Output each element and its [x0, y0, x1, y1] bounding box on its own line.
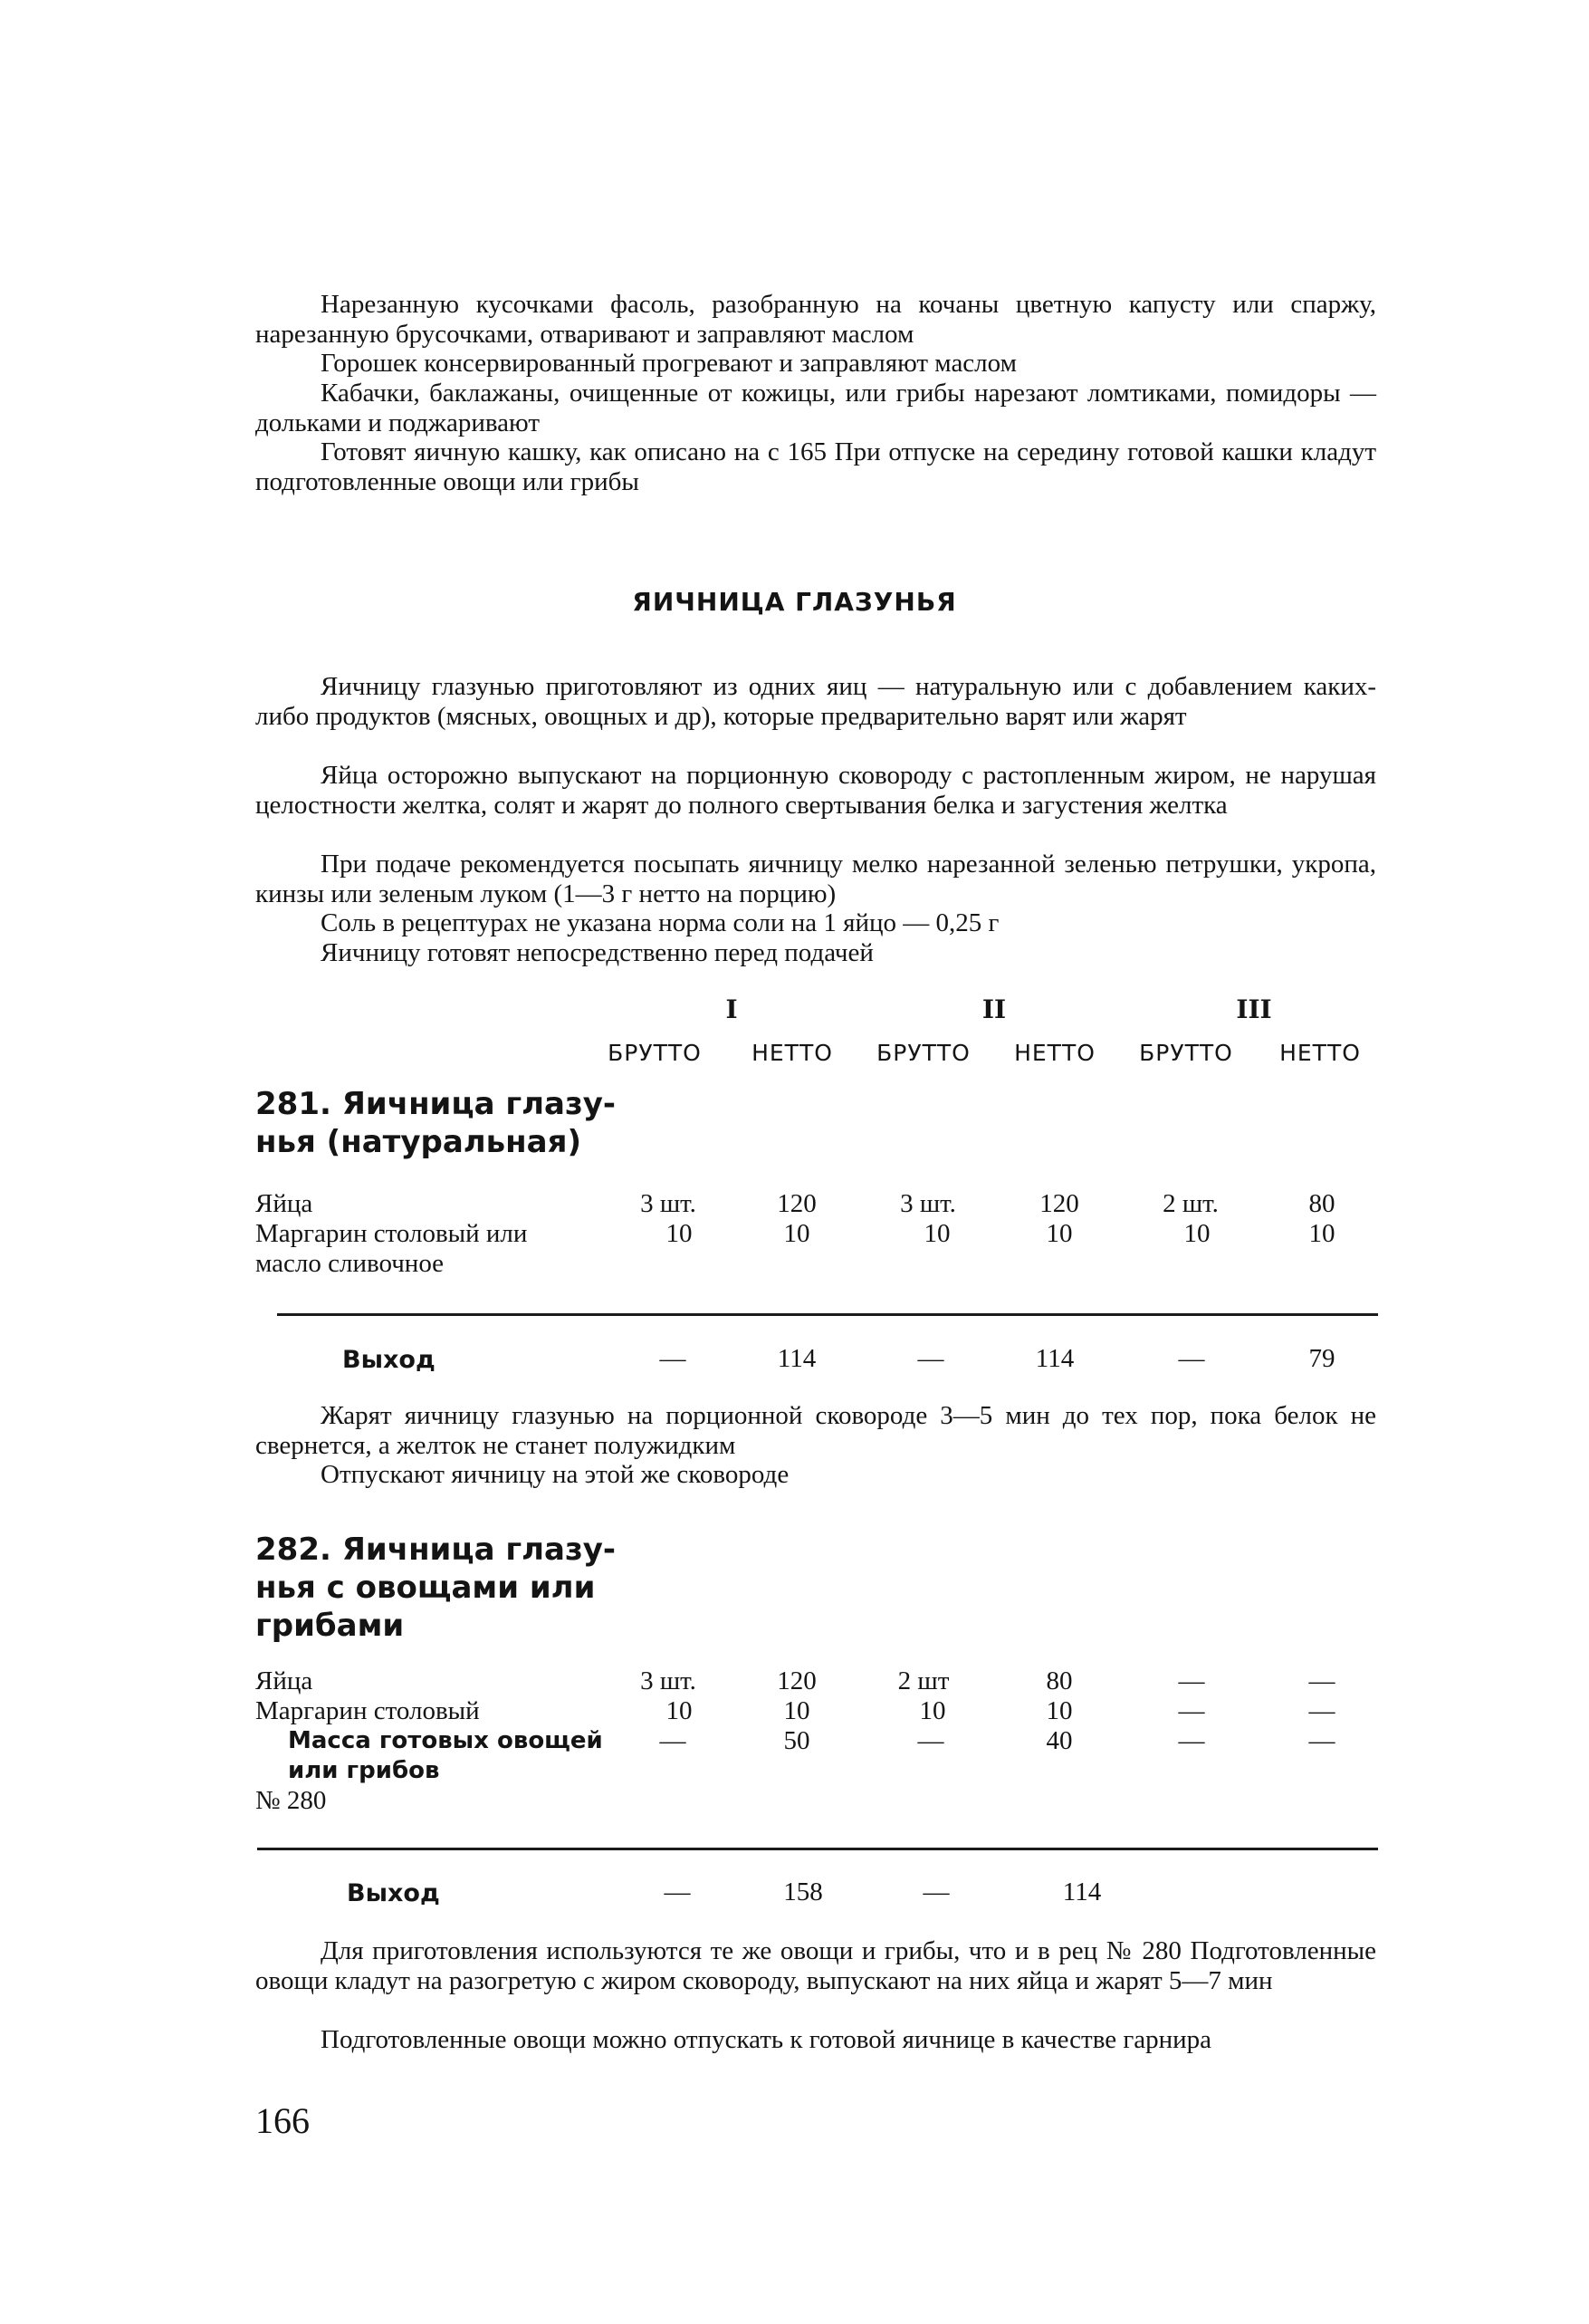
table-cell: 114 [1035, 1344, 1075, 1373]
section-paragraph-1: Яичницу глазунью приготовляют из одних яиц — натуральную или с добавлением каких-либо продуктов (мясных, овощных и др), которые предварительно варят или жарят [255, 672, 1376, 731]
ingredient-eggs: Яйца [255, 1666, 313, 1695]
table-cell: — [1178, 1344, 1205, 1373]
ingredient-cooked-vegetables: Масса готовых овощей [288, 1727, 603, 1754]
table-cell: — [917, 1726, 944, 1755]
table-cell: — [917, 1344, 944, 1373]
table-cell: 10 [1308, 1219, 1335, 1248]
recipe-282-title: 282. Яичница глазу- нья с овощами или грибами [255, 1532, 617, 1644]
table-cell: 2 шт [897, 1666, 950, 1695]
table-cell: 80 [1046, 1666, 1073, 1695]
table-divider [257, 1848, 1378, 1850]
ingredient-cooked-vegetables-ref: № 280 [255, 1786, 327, 1815]
ingredient-eggs: Яйца [255, 1189, 313, 1218]
table-cell: 10 [783, 1696, 810, 1725]
table-cell: 114 [777, 1344, 817, 1373]
column-header-brutto-1: БРУТТО [608, 1040, 702, 1066]
table-cell: — [659, 1726, 686, 1755]
table-cell: — [1308, 1726, 1335, 1755]
recipe-281-text-2: Отпускают яичницу на этой же сковороде [321, 1460, 790, 1489]
section-title: ЯИЧНИЦА ГЛАЗУНЬЯ [632, 587, 957, 617]
recipe-281-text-1: Жарят яичницу глазунью на порционной сковороде 3—5 мин до тех пор, пока белок не свернется, а желток не станет полужидким [255, 1401, 1376, 1460]
intro-paragraph-1: Нарезанную кусочками фасоль, разобранную на кочаны цветную капусту или спаржу, нарезанную брусочками, отваривают и заправляют маслом [255, 290, 1376, 349]
table-cell: 10 [665, 1219, 693, 1248]
recipe-281-title: 281. Яичница глазу- нья (натуральная) [255, 1086, 617, 1160]
column-header-netto-1: НЕТТО [751, 1040, 833, 1066]
table-cell: 10 [1183, 1219, 1211, 1248]
table-cell: 10 [924, 1219, 951, 1248]
table-cell: — [659, 1344, 686, 1373]
ingredient-margarine-line2: масло сливочное [255, 1249, 445, 1278]
table-cell: 10 [919, 1696, 946, 1725]
table-cell: 114 [1062, 1877, 1102, 1906]
column-header-netto-2: НЕТТО [1014, 1040, 1096, 1066]
ingredient-margarine: Маргарин столовый или [255, 1219, 528, 1248]
table-cell: 3 шт. [640, 1189, 696, 1218]
section-paragraph-4: Соль в рецептурах не указана норма соли на 1 яйцо — 0,25 г [321, 908, 1000, 937]
intro-paragraph-4: Готовят яичную кашку, как описано на с 165 При отпуске на середину готовой кашки кладут подготовленные овощи или грибы [255, 437, 1376, 496]
table-cell: 120 [777, 1666, 817, 1695]
table-divider [277, 1313, 1378, 1316]
yield-label: Выход [342, 1346, 436, 1374]
table-cell: — [664, 1877, 691, 1906]
yield-label: Выход [347, 1879, 440, 1907]
column-header-brutto-2: БРУТТО [876, 1040, 971, 1066]
table-cell: — [1308, 1666, 1335, 1695]
group-header-iii: III [1236, 994, 1272, 1024]
recipe-282-text-1: Для приготовления используются те же овощи и грибы, что и в рец № 280 Подготовленные овощи кладут на разогретую с жиром сковороду, выпускают на них яйца и жарят 5—7 мин [255, 1936, 1376, 1995]
group-header-ii: II [981, 994, 1007, 1024]
section-paragraph-5: Яичницу готовят непосредственно перед подачей [321, 938, 874, 967]
table-cell: 10 [783, 1219, 810, 1248]
table-cell: — [923, 1877, 950, 1906]
ingredient-margarine: Маргарин столовый [255, 1696, 480, 1725]
table-cell: 158 [783, 1877, 823, 1906]
table-cell: 3 шт. [900, 1189, 956, 1218]
table-cell: 120 [1039, 1189, 1079, 1218]
table-cell: 10 [1046, 1219, 1073, 1248]
table-cell: — [1178, 1726, 1205, 1755]
group-header-i: I [725, 994, 738, 1024]
table-cell: 80 [1308, 1189, 1335, 1218]
table-cell: 10 [665, 1696, 693, 1725]
table-cell: — [1308, 1696, 1335, 1725]
recipe-282-text-2: Подготовленные овощи можно отпускать к готовой яичнице в качестве гарнира [321, 2025, 1212, 2054]
page-number: 166 [255, 2100, 310, 2141]
table-cell: — [1178, 1666, 1205, 1695]
section-paragraph-2: Яйца осторожно выпускают на порционную сковороду с растопленным жиром, не нарушая целостности желтка, солят и жарят до полного свертывания белка и загустения желтка [255, 761, 1376, 820]
table-cell: 3 шт. [640, 1666, 696, 1695]
ingredient-cooked-vegetables-line2: или грибов [288, 1757, 440, 1784]
intro-paragraph-2: Горошек консервированный прогревают и заправляют маслом [321, 349, 1017, 378]
column-header-netto-3: НЕТТО [1279, 1040, 1361, 1066]
section-paragraph-3: При подаче рекомендуется посыпать яичницу мелко нарезанной зеленью петрушки, укропа, кинзы или зеленым луком (1—3 г нетто на порцию) [255, 850, 1376, 908]
intro-paragraph-3: Кабачки, баклажаны, очищенные от кожицы, или грибы нарезают ломтиками, помидоры — дольками и поджаривают [255, 379, 1376, 437]
table-cell: 79 [1308, 1344, 1335, 1373]
table-cell: 10 [1046, 1696, 1073, 1725]
table-cell: 2 шт. [1163, 1189, 1219, 1218]
column-header-brutto-3: БРУТТО [1139, 1040, 1233, 1066]
table-cell: — [1178, 1696, 1205, 1725]
table-cell: 120 [777, 1189, 817, 1218]
table-cell: 50 [783, 1726, 810, 1755]
table-cell: 40 [1046, 1726, 1073, 1755]
